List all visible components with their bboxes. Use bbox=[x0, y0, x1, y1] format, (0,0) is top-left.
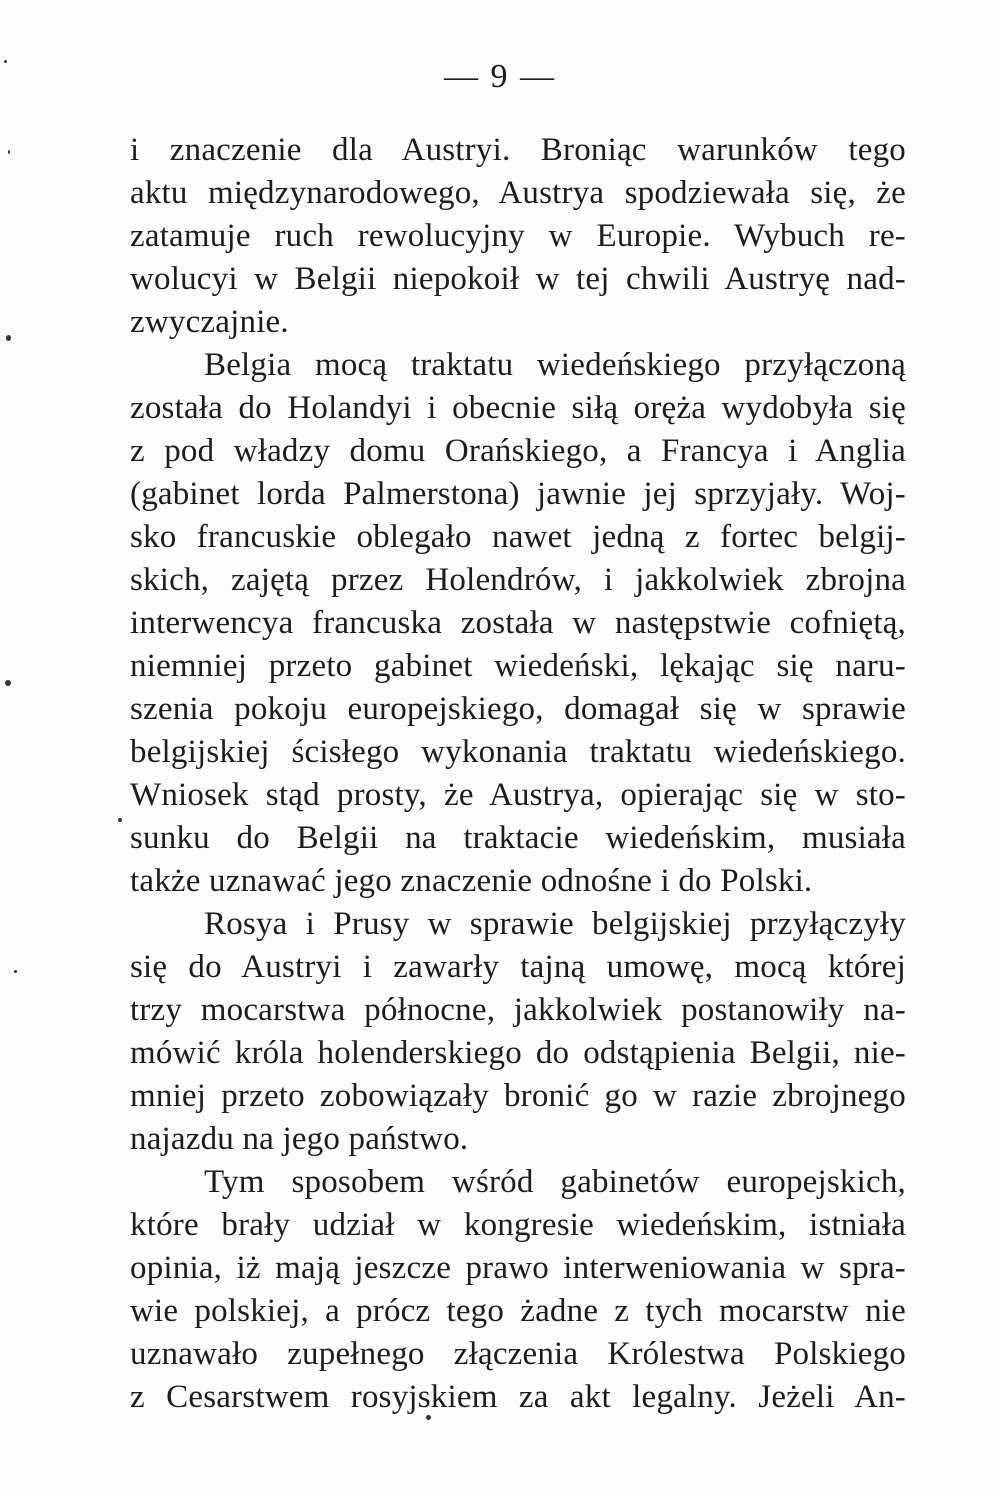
scan-speck bbox=[118, 818, 122, 822]
text-line: została do Holandyi i obecnie siłą oręża wydobyła się bbox=[130, 390, 906, 426]
text-line: się do Austryi i zawarły tajną umowę, mocą której bbox=[130, 949, 906, 985]
text-line: niemniej przeto gabinet wiedeński, lękając się naru- bbox=[130, 648, 906, 684]
scan-speck bbox=[14, 970, 17, 973]
text-line: opinia, iż mają jeszcze prawo interweniowania w spra- bbox=[130, 1250, 906, 1286]
text-line: skich, zajętą przez Holendrów, i jakkolwiek zbrojna bbox=[130, 562, 906, 598]
scan-speck bbox=[6, 335, 11, 341]
text-line: sunku do Belgii na traktacie wiedeńskim, musiała bbox=[130, 820, 906, 856]
scan-speck bbox=[8, 150, 10, 154]
text-line: z pod władzy domu Orańskiego, a Francya i Anglia bbox=[130, 433, 906, 469]
text-line: mniej przeto zobowiązały bronić go w razie zbrojnego bbox=[130, 1078, 906, 1114]
scan-speck bbox=[426, 1415, 431, 1420]
text-line: aktu międzynarodowego, Austrya spodziewała się, że bbox=[130, 175, 906, 211]
text-line: z Cesarstwem rosyjskiem za akt legalny. Jeżeli An- bbox=[130, 1379, 906, 1415]
text-line: zatamuje ruch rewolucyjny w Europie. Wybuch re- bbox=[130, 218, 906, 254]
text-line: które brały udział w kongresie wiedeńskim, istniała bbox=[130, 1207, 906, 1243]
paragraph-first-line: Rosya i Prusy w sprawie belgijskiej przyłączyły bbox=[204, 906, 906, 942]
text-line: (gabinet lorda Palmerstona) jawnie jej sprzyjały. Woj- bbox=[130, 476, 906, 512]
text-line: uznawało zupełnego złączenia Królestwa Polskiego bbox=[130, 1336, 906, 1372]
scan-speck bbox=[5, 680, 11, 686]
paragraph-first-line: Tym sposobem wśród gabinetów europejskich, bbox=[204, 1164, 906, 1200]
text-line: najazdu na jego państwo. bbox=[130, 1121, 469, 1157]
text-line: belgijskiej ścisłego wykonania traktatu wiedeńskiego. bbox=[130, 734, 906, 770]
paragraph-first-line: Belgia mocą traktatu wiedeńskiego przyłączoną bbox=[204, 347, 906, 383]
text-line: także uznawać jego znaczenie odnośne i do Polski. bbox=[130, 863, 813, 899]
page-number: — 9 — bbox=[444, 58, 556, 95]
scan-speck bbox=[4, 60, 7, 63]
text-line: trzy mocarstwa północne, jakkolwiek postanowiły na- bbox=[130, 992, 906, 1028]
text-line: sko francuskie oblegało nawet jedną z fortec belgij- bbox=[130, 519, 906, 555]
text-line: Wniosek stąd prosty, że Austrya, opierając się w sto- bbox=[130, 777, 906, 813]
text-line: szenia pokoju europejskiego, domagał się w sprawie bbox=[130, 691, 906, 727]
text-line: mówić króla holenderskiego do odstąpienia Belgii, nie- bbox=[130, 1035, 906, 1071]
text-line: i znaczenie dla Austryi. Broniąc warunków tego bbox=[130, 132, 906, 168]
text-line: wolucyi w Belgii niepokoił w tej chwili Austryę nad- bbox=[130, 261, 906, 297]
text-line: interwencya francuska została w następstwie cofniętą, bbox=[130, 605, 906, 641]
text-line: zwyczajnie. bbox=[130, 304, 289, 340]
text-line: wie polskiej, a prócz tego żadne z tych mocarstw nie bbox=[130, 1293, 906, 1329]
